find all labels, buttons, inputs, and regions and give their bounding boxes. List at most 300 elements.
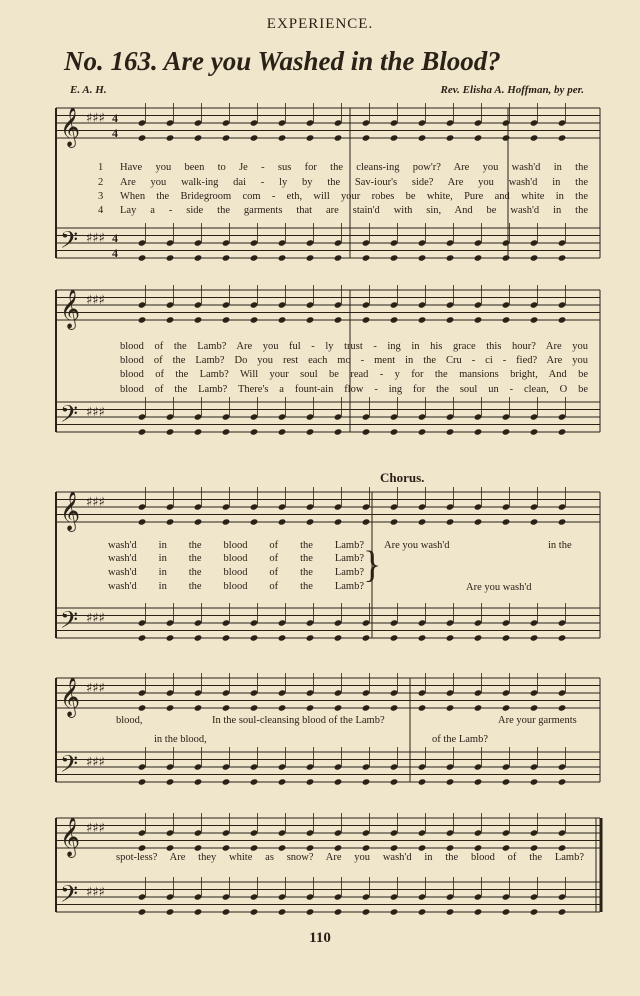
note-head <box>166 908 175 915</box>
note-head <box>334 134 343 141</box>
note-head <box>166 301 175 308</box>
note-head <box>222 634 231 641</box>
note-head <box>194 428 203 435</box>
note-head <box>558 428 567 435</box>
note-head <box>474 254 483 261</box>
note-head <box>474 829 483 836</box>
note-head <box>390 908 399 915</box>
verse-line <box>108 553 364 566</box>
note-head <box>306 704 315 711</box>
chorus-lyric: blood, <box>116 715 143 726</box>
note-head <box>530 316 539 323</box>
note-head <box>194 301 203 308</box>
note-head <box>138 844 147 851</box>
note-head <box>418 619 427 626</box>
note-head <box>278 518 287 525</box>
note-head <box>474 301 483 308</box>
note-head <box>474 503 483 510</box>
note-head <box>278 908 287 915</box>
note-head <box>502 763 511 770</box>
note-head <box>306 413 315 420</box>
note-head <box>558 134 567 141</box>
note-head <box>194 908 203 915</box>
note-head <box>278 778 287 785</box>
note-head <box>250 134 259 141</box>
time-signature: 4 <box>112 231 118 245</box>
note-head <box>138 518 147 525</box>
note-head <box>390 689 399 696</box>
note-head <box>390 301 399 308</box>
note-head <box>530 893 539 900</box>
note-head <box>502 704 511 711</box>
lyric-text: wash'd in the blood of the Lamb? <box>108 553 364 564</box>
note-head <box>362 844 371 851</box>
note-head <box>474 239 483 246</box>
note-head <box>362 518 371 525</box>
note-head <box>502 254 511 261</box>
note-head <box>446 239 455 246</box>
note-head <box>250 908 259 915</box>
note-head <box>166 704 175 711</box>
note-head <box>278 893 287 900</box>
treble-clef-glyph: 𝄞 <box>60 677 81 717</box>
note-head <box>334 689 343 696</box>
note-head <box>362 634 371 641</box>
note-head <box>222 254 231 261</box>
note-head <box>334 428 343 435</box>
note-head <box>194 503 203 510</box>
note-head <box>502 316 511 323</box>
note-head <box>390 134 399 141</box>
note-head <box>558 844 567 851</box>
note-head <box>306 239 315 246</box>
note-head <box>530 689 539 696</box>
note-head <box>530 503 539 510</box>
note-head <box>138 704 147 711</box>
verse-number: 2 <box>98 177 104 188</box>
note-head <box>530 518 539 525</box>
note-head <box>334 763 343 770</box>
note-head <box>558 119 567 126</box>
note-head <box>334 704 343 711</box>
note-head <box>446 634 455 641</box>
note-head <box>558 316 567 323</box>
note-head <box>250 778 259 785</box>
composer-credit: E. A. H. <box>70 84 107 96</box>
note-head <box>390 119 399 126</box>
note-head <box>334 316 343 323</box>
note-head <box>222 134 231 141</box>
note-head <box>166 778 175 785</box>
note-head <box>222 829 231 836</box>
note-head <box>250 844 259 851</box>
treble-clef-glyph: 𝄞 <box>60 107 81 147</box>
note-head <box>446 428 455 435</box>
note-head <box>390 503 399 510</box>
note-head <box>166 829 175 836</box>
note-head <box>502 689 511 696</box>
lyric-text: wash'd in the blood of the Lamb? <box>108 540 364 551</box>
note-head <box>474 316 483 323</box>
note-head <box>558 829 567 836</box>
note-head <box>166 619 175 626</box>
time-signature: 4 <box>112 126 118 140</box>
note-head <box>418 704 427 711</box>
note-head <box>334 413 343 420</box>
verse-line <box>98 177 588 190</box>
note-head <box>278 689 287 696</box>
note-head <box>166 844 175 851</box>
note-head <box>138 428 147 435</box>
note-head <box>362 689 371 696</box>
note-head <box>222 908 231 915</box>
note-head <box>222 413 231 420</box>
note-head <box>446 301 455 308</box>
verse-number <box>98 341 120 354</box>
note-head <box>530 239 539 246</box>
note-head <box>278 119 287 126</box>
note-head <box>362 413 371 420</box>
note-head <box>558 503 567 510</box>
note-head <box>194 119 203 126</box>
note-head <box>418 689 427 696</box>
note-head <box>194 829 203 836</box>
verse-line <box>98 191 588 204</box>
note-head <box>362 619 371 626</box>
note-head <box>446 763 455 770</box>
note-head <box>390 316 399 323</box>
note-head <box>306 778 315 785</box>
note-head <box>474 413 483 420</box>
note-head <box>138 239 147 246</box>
note-head <box>418 908 427 915</box>
note-head <box>418 778 427 785</box>
note-head <box>334 893 343 900</box>
note-head <box>222 619 231 626</box>
verse-line <box>116 852 584 865</box>
note-head <box>278 134 287 141</box>
chorus-lyric: of the Lamb? <box>432 734 488 745</box>
note-head <box>502 844 511 851</box>
note-head <box>250 518 259 525</box>
note-head <box>306 829 315 836</box>
note-head <box>390 413 399 420</box>
note-head <box>446 119 455 126</box>
note-head <box>138 908 147 915</box>
note-head <box>222 428 231 435</box>
verse-line <box>98 205 588 218</box>
note-head <box>418 239 427 246</box>
note-head <box>362 503 371 510</box>
note-head <box>558 254 567 261</box>
note-head <box>502 239 511 246</box>
note-head <box>530 763 539 770</box>
note-head <box>278 254 287 261</box>
verse-line <box>98 369 588 382</box>
note-head <box>250 893 259 900</box>
note-head <box>558 778 567 785</box>
note-head <box>474 893 483 900</box>
verse-number <box>98 369 120 382</box>
note-head <box>194 704 203 711</box>
note-head <box>502 134 511 141</box>
note-head <box>278 316 287 323</box>
note-head <box>446 704 455 711</box>
note-head <box>222 689 231 696</box>
note-head <box>390 829 399 836</box>
note-head <box>362 301 371 308</box>
note-head <box>474 518 483 525</box>
note-head <box>138 763 147 770</box>
verse-line <box>108 567 364 580</box>
note-head <box>558 619 567 626</box>
hymn-title: No. 163. Are you Washed in the Blood? <box>64 46 501 76</box>
note-head <box>250 413 259 420</box>
note-head <box>306 316 315 323</box>
note-head <box>250 316 259 323</box>
note-head <box>446 829 455 836</box>
note-head <box>166 893 175 900</box>
note-head <box>306 119 315 126</box>
note-head <box>558 704 567 711</box>
page-number: 110 <box>309 930 331 946</box>
note-head <box>418 503 427 510</box>
note-head <box>530 428 539 435</box>
note-head <box>530 413 539 420</box>
note-head <box>138 829 147 836</box>
note-head <box>250 119 259 126</box>
note-head <box>502 518 511 525</box>
note-head <box>194 316 203 323</box>
note-head <box>278 763 287 770</box>
note-head <box>474 619 483 626</box>
note-head <box>306 428 315 435</box>
note-head <box>334 908 343 915</box>
note-head <box>362 893 371 900</box>
note-head <box>390 844 399 851</box>
time-signature: 4 <box>112 111 118 125</box>
note-head <box>474 844 483 851</box>
note-head <box>558 413 567 420</box>
note-head <box>558 763 567 770</box>
note-head <box>418 518 427 525</box>
note-head <box>530 704 539 711</box>
note-head <box>362 316 371 323</box>
note-head <box>306 763 315 770</box>
lyric-text: blood of the Lamb? Are you ful - ly trust - ing in his grace this hour? Are you <box>120 341 588 352</box>
bass-clef-glyph: 𝄢 <box>60 606 79 639</box>
bass-clef-glyph: 𝄢 <box>60 880 79 913</box>
note-head <box>474 778 483 785</box>
note-head <box>222 301 231 308</box>
note-head <box>250 503 259 510</box>
note-head <box>418 119 427 126</box>
note-head <box>502 634 511 641</box>
note-head <box>558 689 567 696</box>
key-signature-glyph: ♯♯♯ <box>86 405 105 420</box>
note-head <box>278 428 287 435</box>
note-head <box>250 619 259 626</box>
bass-clef-glyph: 𝄢 <box>60 750 79 783</box>
note-head <box>138 134 147 141</box>
note-head <box>306 689 315 696</box>
note-head <box>166 413 175 420</box>
note-head <box>278 619 287 626</box>
note-head <box>446 503 455 510</box>
note-head <box>278 634 287 641</box>
note-head <box>502 893 511 900</box>
note-head <box>418 428 427 435</box>
note-head <box>194 689 203 696</box>
note-head <box>250 239 259 246</box>
note-head <box>222 239 231 246</box>
note-head <box>418 413 427 420</box>
note-head <box>250 254 259 261</box>
lyric-text: Lay a - side the garments that are stain'd with sin, And be wash'd in the <box>120 205 588 216</box>
note-head <box>306 134 315 141</box>
note-head <box>194 844 203 851</box>
bass-clef-glyph: 𝄢 <box>60 400 79 433</box>
note-head <box>138 634 147 641</box>
note-head <box>138 119 147 126</box>
note-head <box>306 844 315 851</box>
note-head <box>446 908 455 915</box>
note-head <box>166 518 175 525</box>
note-head <box>530 778 539 785</box>
note-head <box>446 844 455 851</box>
note-head <box>362 428 371 435</box>
verse-line <box>108 540 364 553</box>
verse-line <box>108 581 364 594</box>
note-head <box>166 254 175 261</box>
note-head <box>446 893 455 900</box>
note-head <box>306 301 315 308</box>
lyric-text: blood of the Lamb? There's a fount-ain flow - ing for the soul un - clean, O be <box>120 384 588 395</box>
note-head <box>474 704 483 711</box>
note-head <box>502 503 511 510</box>
note-head <box>418 634 427 641</box>
lyric-text: When the Bridegroom com - eth, will your robes be white, Pure and white in the <box>120 191 588 202</box>
note-head <box>334 844 343 851</box>
note-head <box>250 428 259 435</box>
note-head <box>138 778 147 785</box>
note-head <box>502 301 511 308</box>
chorus-lyric: Are you wash'd <box>384 540 450 551</box>
note-head <box>194 634 203 641</box>
note-head <box>474 634 483 641</box>
note-head <box>166 134 175 141</box>
note-head <box>166 503 175 510</box>
chorus-lyric: Are your garments <box>498 715 577 726</box>
note-head <box>278 829 287 836</box>
key-signature-glyph: ♯♯♯ <box>86 293 105 308</box>
key-signature-glyph: ♯♯♯ <box>86 681 105 696</box>
note-head <box>390 704 399 711</box>
verse-line <box>98 384 588 397</box>
lyric-text: blood of the Lamb? Do you rest each mo - ment in the Cru - ci - fied? Are you <box>120 355 588 366</box>
note-head <box>278 239 287 246</box>
note-head <box>222 893 231 900</box>
note-head <box>446 689 455 696</box>
note-head <box>334 119 343 126</box>
note-head <box>278 413 287 420</box>
note-head <box>250 829 259 836</box>
note-head <box>530 844 539 851</box>
note-head <box>166 428 175 435</box>
note-head <box>306 908 315 915</box>
note-head <box>502 428 511 435</box>
note-head <box>222 503 231 510</box>
note-head <box>138 316 147 323</box>
note-head <box>334 829 343 836</box>
note-head <box>306 503 315 510</box>
note-head <box>194 893 203 900</box>
note-head <box>558 634 567 641</box>
note-head <box>278 503 287 510</box>
note-head <box>390 778 399 785</box>
lyric-text: wash'd in the blood of the Lamb? <box>108 581 364 592</box>
note-head <box>306 254 315 261</box>
note-head <box>138 503 147 510</box>
key-signature-glyph: ♯♯♯ <box>86 495 105 510</box>
note-head <box>418 893 427 900</box>
treble-clef-glyph: 𝄞 <box>60 289 81 329</box>
key-signature-glyph: ♯♯♯ <box>86 755 105 770</box>
lyric-text: spot-less? Are they white as snow? Are you wash'd in the blood of the Lamb? <box>116 852 584 863</box>
note-head <box>278 704 287 711</box>
note-head <box>446 619 455 626</box>
note-head <box>446 316 455 323</box>
brace-glyph: } <box>363 544 382 586</box>
note-head <box>138 254 147 261</box>
note-head <box>166 239 175 246</box>
bass-clef-glyph: 𝄢 <box>60 226 79 259</box>
chorus-label: Chorus. <box>380 470 425 485</box>
note-head <box>362 134 371 141</box>
note-head <box>474 119 483 126</box>
lyricist-credit: Rev. Elisha A. Hoffman, by per. <box>440 84 584 96</box>
note-head <box>390 763 399 770</box>
verse-number <box>98 355 120 368</box>
note-head <box>558 239 567 246</box>
section-heading: EXPERIENCE. <box>266 16 374 32</box>
note-head <box>502 119 511 126</box>
verse-number: 4 <box>98 205 104 216</box>
key-signature-glyph: ♯♯♯ <box>86 111 105 126</box>
note-head <box>278 301 287 308</box>
chorus-lyric: In the soul-cleansing blood of the Lamb? <box>212 715 385 726</box>
note-head <box>334 634 343 641</box>
note-head <box>530 829 539 836</box>
note-head <box>362 704 371 711</box>
note-head <box>530 134 539 141</box>
note-head <box>418 301 427 308</box>
note-head <box>362 119 371 126</box>
note-head <box>530 634 539 641</box>
note-head <box>166 634 175 641</box>
key-signature-glyph: ♯♯♯ <box>86 231 105 246</box>
treble-clef-glyph: 𝄞 <box>60 817 81 857</box>
note-head <box>138 301 147 308</box>
note-head <box>194 413 203 420</box>
lyric-text: Are you walk-ing dai - ly by the Sav-iour's side? Are you wash'd in the <box>120 177 588 188</box>
note-head <box>502 619 511 626</box>
verse-number <box>98 384 120 397</box>
note-head <box>166 763 175 770</box>
note-head <box>418 316 427 323</box>
time-signature: 4 <box>112 246 118 260</box>
note-head <box>194 239 203 246</box>
